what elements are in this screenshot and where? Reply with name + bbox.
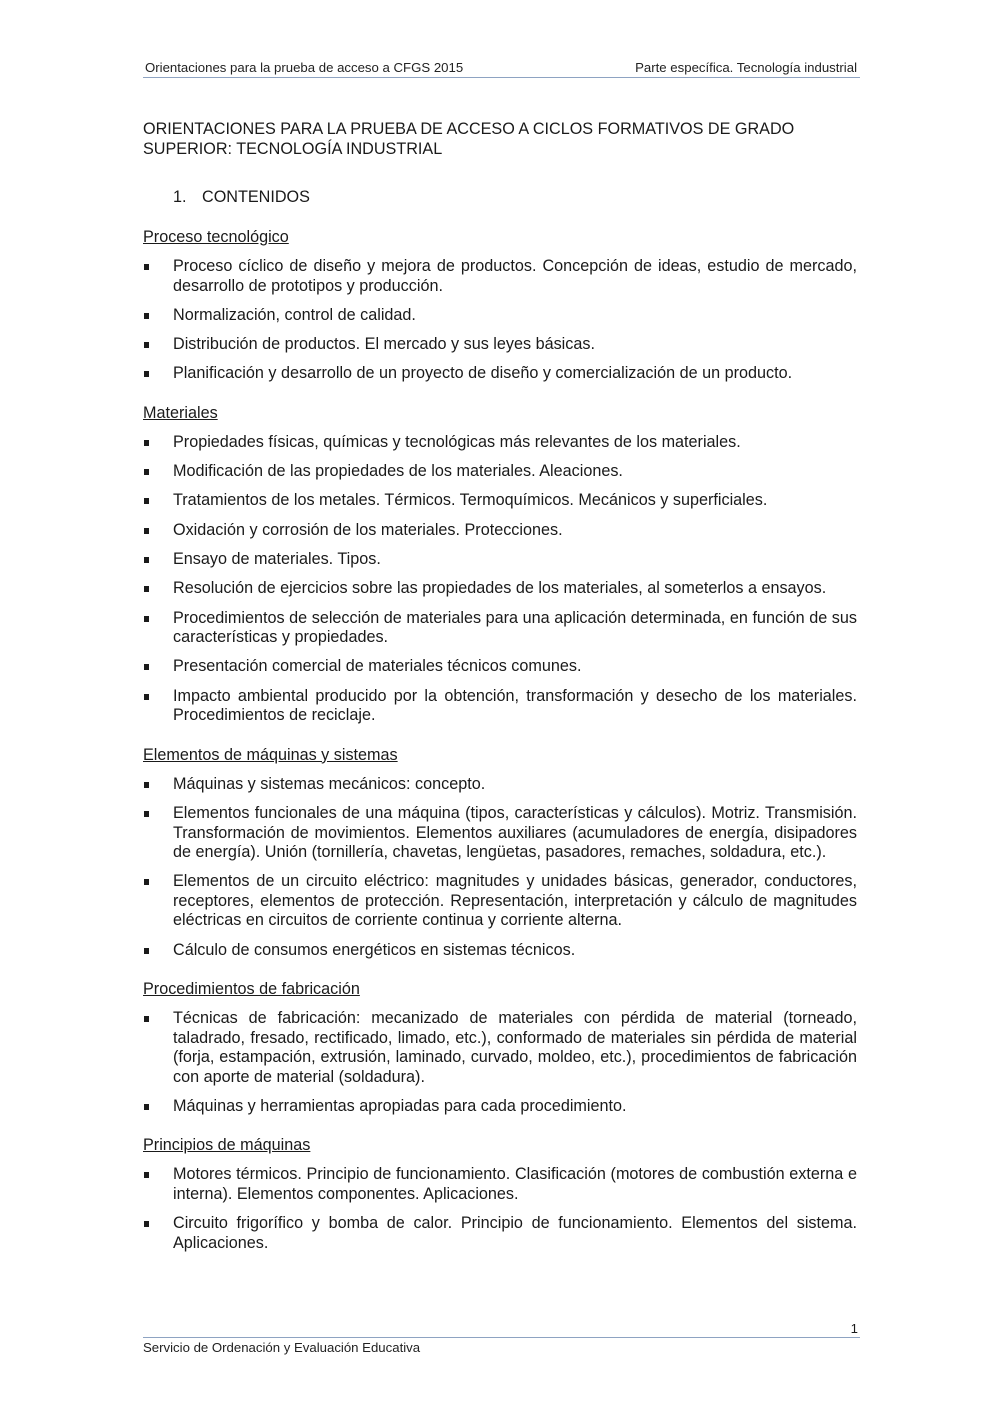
list-item xyxy=(143,306,857,326)
list-item xyxy=(143,364,857,384)
square-bullet-icon xyxy=(144,469,149,475)
square-bullet-icon xyxy=(144,811,149,817)
section-number: 1. xyxy=(173,188,187,206)
square-bullet-icon xyxy=(144,586,149,592)
list-item-text: Cálculo de consumos energéticos en sistemas técnicos. xyxy=(173,940,576,959)
square-bullet-icon xyxy=(144,879,149,885)
list-item-text: Modificación de las propiedades de los materiales. Aleaciones. xyxy=(173,462,623,481)
list-item xyxy=(143,804,857,863)
list-item xyxy=(143,872,857,931)
square-bullet-icon xyxy=(144,1221,149,1227)
list-item xyxy=(143,1009,857,1087)
bullet-list xyxy=(143,1009,857,1116)
list-item-text: Normalización, control de calidad. xyxy=(173,305,416,324)
list-item-text: Distribución de productos. El mercado y sus leyes básicas. xyxy=(173,335,595,354)
list-item-text: Ensayo de materiales. Tipos. xyxy=(173,550,381,569)
list-item xyxy=(143,462,857,482)
square-bullet-icon xyxy=(144,371,149,377)
list-item-text: Propiedades físicas, químicas y tecnológicas más relevantes de los materiales. xyxy=(173,432,741,451)
square-bullet-icon xyxy=(144,948,149,954)
list-item-text: Presentación comercial de materiales técnicos comunes. xyxy=(173,657,582,676)
list-item xyxy=(143,609,857,648)
square-bullet-icon xyxy=(144,1104,149,1110)
list-item-text: Técnicas de fabricación: mecanizado de materiales con pérdida de material (torneado, taladrado, fresado, rectificado, limado, etc.), conformado de materiales sin pérdida de material (forja, estampación, extrusión, laminado, curvado, moldeo, etc.), procedimientos de fabricación con aporte de material (soldadura). xyxy=(173,1009,857,1086)
section-label: CONTENIDOS xyxy=(202,188,310,206)
list-item xyxy=(143,550,857,570)
list-item xyxy=(143,1214,857,1253)
list-item-text: Tratamientos de los metales. Térmicos. Termoquímicos. Mecánicos y superficiales. xyxy=(173,491,768,510)
header-left-text: Orientaciones para la prueba de acceso a CFGS 2015 xyxy=(145,60,464,75)
list-item-text: Elementos funcionales de una máquina (tipos, características y cálculos). Motriz. Transmisión. Transformación de movimientos. Elementos auxiliares (acumuladores de energía, disipadores de energía). Unión (tornillería, chavetas, lengüetas, pasadores, remaches, soldadura, etc.). xyxy=(173,804,857,862)
square-bullet-icon xyxy=(144,440,149,446)
list-item xyxy=(143,687,857,726)
section-heading xyxy=(173,188,310,207)
square-bullet-icon xyxy=(144,1016,149,1022)
footer-text: Servicio de Ordenación y Evaluación Educativa xyxy=(143,1340,421,1355)
list-item xyxy=(143,491,857,511)
document-title: ORIENTACIONES PARA LA PRUEBA DE ACCESO A CICLOS FORMATIVOS DE GRADO SUPERIOR: TECNOLOGÍA INDUSTRIAL xyxy=(143,120,795,158)
square-bullet-icon xyxy=(144,1172,149,1178)
square-bullet-icon xyxy=(144,528,149,534)
list-item xyxy=(143,579,857,599)
list-item-text: Procedimientos de selección de materiales para una aplicación determinada, en función de sus características y propiedades. xyxy=(173,608,857,647)
footer-rule xyxy=(143,1337,860,1338)
bullet-list xyxy=(143,257,857,384)
bullet-list xyxy=(143,1165,857,1253)
list-item xyxy=(143,521,857,541)
list-item xyxy=(143,335,857,355)
list-item xyxy=(143,257,857,296)
list-item-text: Máquinas y herramientas apropiadas para cada procedimiento. xyxy=(173,1096,627,1115)
subsection-heading: Principios de máquinas xyxy=(143,1136,311,1155)
list-item xyxy=(143,433,857,453)
list-item xyxy=(143,1097,857,1117)
square-bullet-icon xyxy=(144,264,149,270)
page-number: 1 xyxy=(850,1321,858,1336)
list-item xyxy=(143,941,857,961)
list-item-text: Oxidación y corrosión de los materiales. Protecciones. xyxy=(173,520,563,539)
list-item-text: Proceso cíclico de diseño y mejora de productos. Concepción de ideas, estudio de mercado, desarrollo de prototipos y producción. xyxy=(173,257,857,295)
square-bullet-icon xyxy=(144,664,149,670)
list-item xyxy=(143,1165,857,1204)
list-item xyxy=(143,657,857,677)
square-bullet-icon xyxy=(144,557,149,563)
list-item-text: Planificación y desarrollo de un proyecto de diseño y comercialización de un producto. xyxy=(173,364,793,383)
list-item-text: Resolución de ejercicios sobre las propiedades de los materiales, al someterlos a ensayos. xyxy=(173,579,827,598)
header-right-text: Parte específica. Tecnología industrial xyxy=(635,60,857,75)
square-bullet-icon xyxy=(144,616,149,622)
square-bullet-icon xyxy=(144,313,149,319)
list-item-text: Motores térmicos. Principio de funcionamiento. Clasificación (motores de combustión externa e interna). Elementos componentes. Aplicaciones. xyxy=(173,1165,857,1203)
list-item-text: Impacto ambiental producido por la obtención, transformación y desecho de los materiales. Procedimientos de reciclaje. xyxy=(173,686,857,725)
subsection-heading: Proceso tecnológico xyxy=(143,228,289,246)
subsection-heading: Procedimientos de fabricación xyxy=(143,980,360,999)
square-bullet-icon xyxy=(144,342,149,348)
contents-body xyxy=(143,227,857,1272)
bullet-list xyxy=(143,775,857,960)
list-item xyxy=(143,775,857,795)
subsection-heading: Elementos de máquinas y sistemas xyxy=(143,745,398,764)
list-item-text: Elementos de un circuito eléctrico: magnitudes y unidades básicas, generador, conductores, receptores, elementos de protección. Representación, interpretación y cálculo de magnitudes eléctricas en circuitos de corriente continua y corriente alterna. xyxy=(173,872,857,930)
square-bullet-icon xyxy=(144,782,149,788)
subsection-heading: Materiales xyxy=(143,403,218,422)
page-header xyxy=(143,58,860,78)
bullet-list xyxy=(143,433,857,726)
list-item-text: Circuito frigorífico y bomba de calor. Principio de funcionamiento. Elementos del sistema. Aplicaciones. xyxy=(173,1214,857,1252)
square-bullet-icon xyxy=(144,498,149,504)
square-bullet-icon xyxy=(144,694,149,700)
list-item-text: Máquinas y sistemas mecánicos: concepto. xyxy=(173,774,486,793)
